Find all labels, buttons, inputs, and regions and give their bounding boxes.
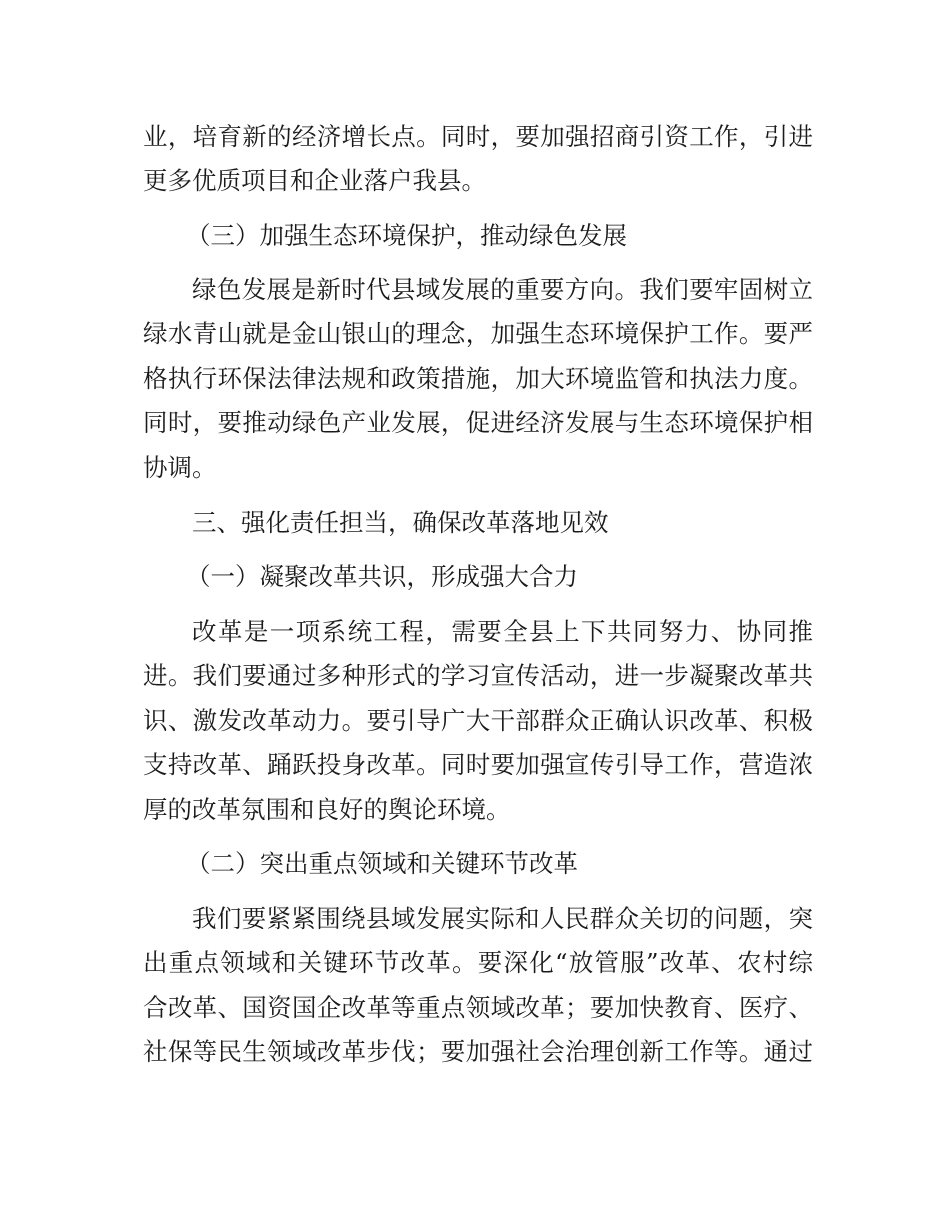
- paragraph-line: 改革是一项系统工程，需要全县上下共同努力、协同推: [192, 617, 813, 646]
- paragraph-line: 绿水青山就是金山银山的理念，加强生态环境保护工作。要严: [143, 319, 813, 348]
- section-heading-3: 三、强化责任担当，确保改革落地见效: [192, 508, 609, 537]
- paragraph-line: 进。我们要通过多种形式的学习宣传活动，进一步凝聚改革共: [143, 661, 813, 690]
- paragraph-line: 格执行环保法律法规和政策措施，加大环境监管和执法力度。: [143, 364, 813, 393]
- paragraph-line: 更多优质项目和企业落户我县。: [143, 166, 486, 195]
- paragraph-line: 绿色发展是新时代县域发展的重要方向。我们要牢固树立: [192, 275, 813, 304]
- paragraph-line: 同时，要推动绿色产业发展，促进经济发展与生态环境保护相: [143, 408, 813, 437]
- paragraph-line: 合改革、国资国企改革等重点领域改革；要加快教育、医疗、: [143, 993, 813, 1022]
- section-heading-3-3: （三）加强生态环境保护，推动绿色发展: [186, 221, 627, 250]
- paragraph-line: 协调。: [143, 453, 217, 482]
- paragraph-line: 厚的改革氛围和良好的舆论环境。: [143, 795, 511, 824]
- paragraph-line: 社保等民生领域改革步伐；要加强社会治理创新工作等。通过: [143, 1037, 813, 1066]
- paragraph-line: 业，培育新的经济增长点。同时，要加强招商引资工作，引进: [143, 122, 813, 151]
- section-heading-3-1: （一）凝聚改革共识，形成强大合力: [186, 562, 578, 591]
- section-heading-3-2: （二）突出重点领域和关键环节改革: [186, 849, 578, 878]
- paragraph-line: 支持改革、踊跃投身改革。同时要加强宣传引导工作，营造浓: [143, 750, 813, 779]
- paragraph-line: 识、激发改革动力。要引导广大干部群众正确认识改革、积极: [143, 706, 813, 735]
- paragraph-line: 我们要紧紧围绕县域发展实际和人民群众关切的问题，突: [192, 904, 813, 933]
- paragraph-line: 出重点领域和关键环节改革。要深化“放管服”改革、农村综: [143, 948, 813, 977]
